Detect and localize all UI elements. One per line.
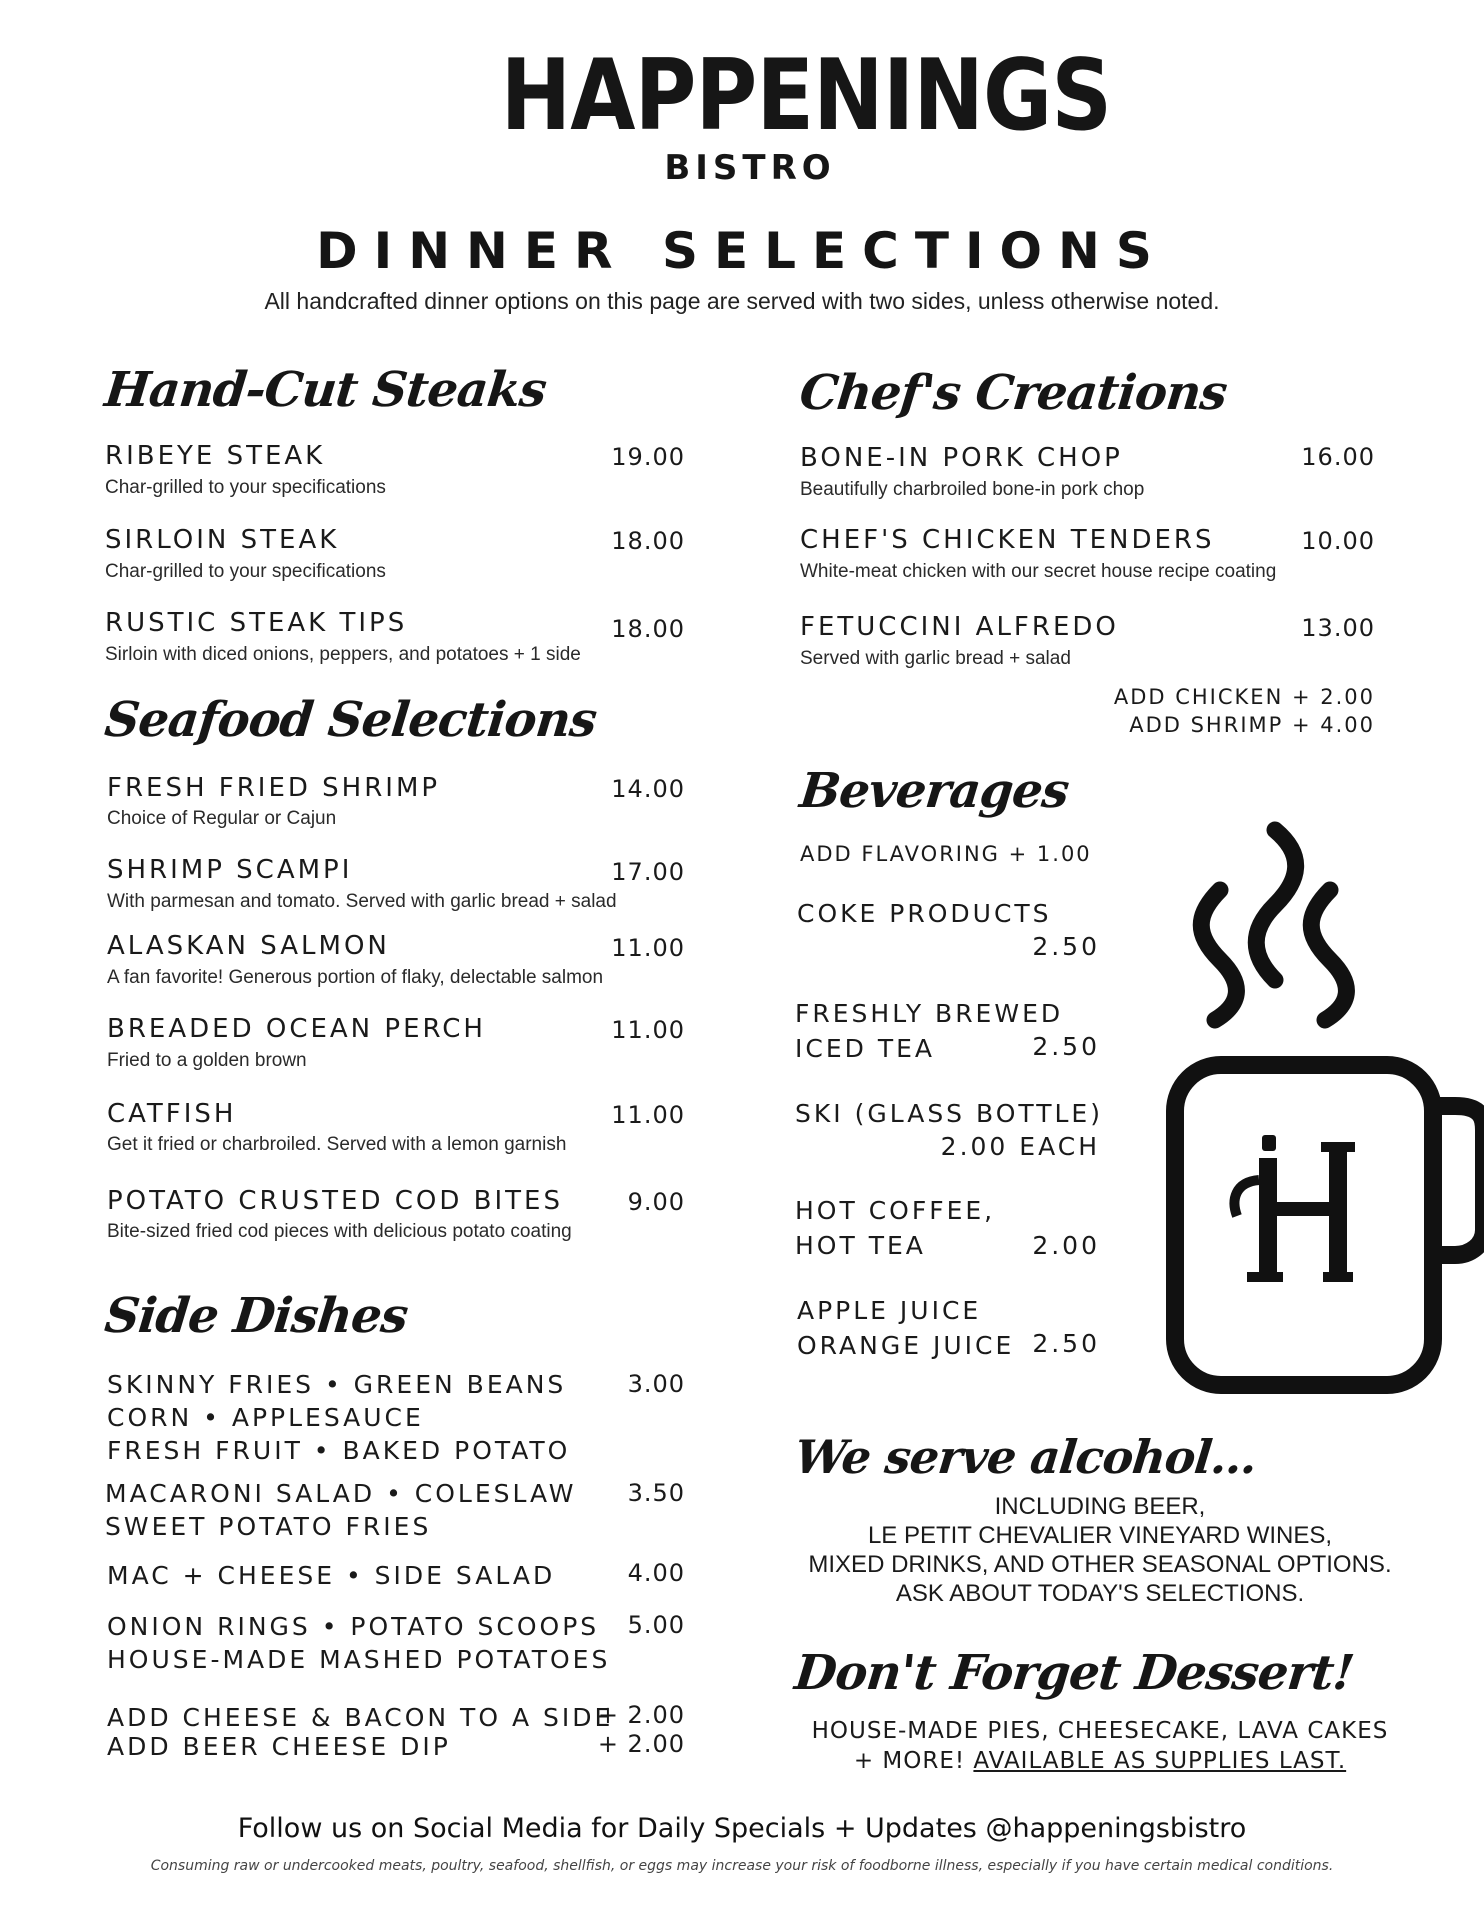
steam-icon — [1311, 890, 1346, 1020]
side-line: SWEET POTATO FRIES — [105, 1512, 432, 1541]
item-name: RIBEYE STEAK — [105, 441, 326, 471]
item-name: FETUCCINI ALFREDO — [800, 612, 1119, 642]
page-subtitle: All handcrafted dinner options on this page are served with two sides, unless otherwise noted. — [264, 288, 1220, 314]
page-title: DINNER SELECTIONS — [316, 222, 1168, 280]
alcohol-line: MIXED DRINKS, AND OTHER SEASONAL OPTIONS. — [808, 1551, 1392, 1578]
beverages-heading: Beverages — [797, 763, 1072, 819]
item-price: 13.00 — [1301, 614, 1375, 642]
addon-name: ADD CHEESE & BACON TO A SIDE — [107, 1703, 614, 1732]
steam-icon — [1256, 830, 1295, 980]
side-line: FRESH FRUIT • BAKED POTATO — [107, 1436, 571, 1465]
item-name: CHEF'S CHICKEN TENDERS — [800, 525, 1215, 555]
beverage-price: 2.50 — [1032, 932, 1100, 961]
beverage-name-line2: ICED TEA — [795, 1034, 935, 1063]
item-name: SHRIMP SCAMPI — [107, 855, 353, 885]
side-line: CORN • APPLESAUCE — [107, 1403, 424, 1432]
item-name: BONE-IN PORK CHOP — [800, 443, 1123, 473]
item-description: Char-grilled to your specifications — [105, 561, 386, 582]
item-description: With parmesan and tomato. Served with garlic bread + salad — [107, 891, 617, 912]
item-price: 9.00 — [627, 1188, 685, 1216]
addon-price: + 2.00 — [597, 1701, 685, 1729]
item-description: Sirloin with diced onions, peppers, and potatoes + 1 side — [105, 644, 581, 665]
chef-addon: ADD SHRIMP + 4.00 — [1129, 713, 1375, 737]
alcohol-line: ASK ABOUT TODAY'S SELECTIONS. — [895, 1580, 1305, 1607]
dessert-availability: AVAILABLE AS SUPPLIES LAST. — [973, 1748, 1347, 1774]
chef-addon: ADD CHICKEN + 2.00 — [1113, 685, 1375, 709]
logo-wordmark: HAPPENINGS — [500, 39, 1112, 153]
item-name: BREADED OCEAN PERCH — [107, 1014, 486, 1044]
logo-subtitle: BISTRO — [664, 148, 836, 188]
side-line: HOUSE-MADE MASHED POTATOES — [107, 1645, 611, 1674]
mug-body — [1175, 1065, 1433, 1385]
chefs-heading: Chef's Creations — [797, 365, 1230, 421]
steam-icon — [1201, 890, 1236, 1020]
item-description: Char-grilled to your specifications — [105, 477, 386, 498]
steaks-heading: Hand-Cut Steaks — [102, 362, 549, 418]
health-disclaimer: Consuming raw or undercooked meats, poultry, seafood, shellfish, or eggs may increase your risk of foodborne illness, especially if you have certain medical conditions. — [150, 1858, 1334, 1874]
alcohol-line: LE PETIT CHEVALIER VINEYARD WINES, — [867, 1522, 1333, 1549]
beverage-price: 2.00 — [1032, 1231, 1100, 1260]
sides-heading: Side Dishes — [102, 1288, 411, 1344]
beverage-name: APPLE JUICE — [797, 1296, 982, 1325]
item-name: ALASKAN SALMON — [107, 931, 390, 961]
item-description: Choice of Regular or Cajun — [107, 808, 337, 829]
item-price: 11.00 — [611, 1016, 685, 1044]
item-price: 16.00 — [1301, 443, 1375, 471]
side-price: 3.50 — [627, 1479, 685, 1507]
item-price: 18.00 — [611, 615, 685, 643]
addon-price: + 2.00 — [597, 1730, 685, 1758]
dessert-line: HOUSE-MADE PIES, CHEESECAKE, LAVA CAKES — [811, 1718, 1389, 1744]
social-follow: Follow us on Social Media for Daily Specials + Updates @happeningsbistro — [237, 1813, 1247, 1844]
item-name: RUSTIC STEAK TIPS — [105, 608, 408, 638]
side-line: MAC + CHEESE • SIDE SALAD — [107, 1561, 556, 1590]
side-line: SKINNY FRIES • GREEN BEANS — [107, 1370, 567, 1399]
item-price: 19.00 — [611, 443, 685, 471]
item-name: CATFISH — [107, 1099, 237, 1129]
dessert-line — [790, 1748, 1410, 1774]
side-line: ONION RINGS • POTATO SCOOPS — [107, 1612, 600, 1641]
item-price: 11.00 — [611, 934, 685, 962]
beverage-name: COKE PRODUCTS — [797, 899, 1052, 928]
dessert-heading: Don't Forget Dessert! — [792, 1645, 1357, 1701]
dessert-more: + MORE! — [853, 1748, 974, 1774]
coffee-mug-icon — [1165, 820, 1484, 1410]
beverage-name-line2: HOT TEA — [795, 1231, 926, 1260]
item-description: Served with garlic bread + salad — [800, 648, 1071, 669]
item-name: SIRLOIN STEAK — [105, 525, 340, 555]
beverage-price: 2.50 — [1032, 1032, 1100, 1061]
beverage-name: HOT COFFEE, — [795, 1196, 996, 1225]
item-price: 11.00 — [611, 1101, 685, 1129]
item-description: A fan favorite! Generous portion of flaky, delectable salmon — [107, 967, 604, 988]
item-description: Beautifully charbroiled bone-in pork chop — [800, 479, 1145, 500]
item-name: POTATO CRUSTED COD BITES — [107, 1186, 563, 1216]
seafood-heading: Seafood Selections — [102, 692, 599, 748]
item-name: FRESH FRIED SHRIMP — [107, 773, 441, 803]
beverage-flavoring: ADD FLAVORING + 1.00 — [800, 842, 1092, 866]
item-description: Fried to a golden brown — [107, 1050, 307, 1071]
item-price: 10.00 — [1301, 527, 1375, 555]
item-description: Get it fried or charbroiled. Served with a lemon garnish — [107, 1134, 567, 1155]
beverage-price: 2.00 EACH — [940, 1132, 1100, 1161]
side-price: 3.00 — [627, 1370, 685, 1398]
logo — [460, 39, 1112, 200]
item-price: 17.00 — [611, 858, 685, 886]
alcohol-line: INCLUDING BEER, — [994, 1493, 1206, 1520]
beverage-name-line2: ORANGE JUICE — [797, 1331, 1015, 1360]
alcohol-heading: We serve alcohol... — [792, 1430, 1260, 1484]
beverage-price: 2.50 — [1032, 1329, 1100, 1358]
mug-monogram — [1235, 1135, 1355, 1282]
addon-name: ADD BEER CHEESE DIP — [107, 1732, 451, 1761]
item-price: 14.00 — [611, 775, 685, 803]
side-price: 4.00 — [627, 1559, 685, 1587]
item-price: 18.00 — [611, 527, 685, 555]
beverage-name: SKI (GLASS BOTTLE) — [795, 1099, 1103, 1128]
side-price: 5.00 — [627, 1611, 685, 1639]
item-description: Bite-sized fried cod pieces with delicious potato coating — [107, 1221, 572, 1242]
side-line: MACARONI SALAD • COLESLAW — [105, 1479, 577, 1508]
beverage-name: FRESHLY BREWED — [795, 999, 1064, 1028]
item-description: White-meat chicken with our secret house recipe coating — [800, 561, 1277, 582]
